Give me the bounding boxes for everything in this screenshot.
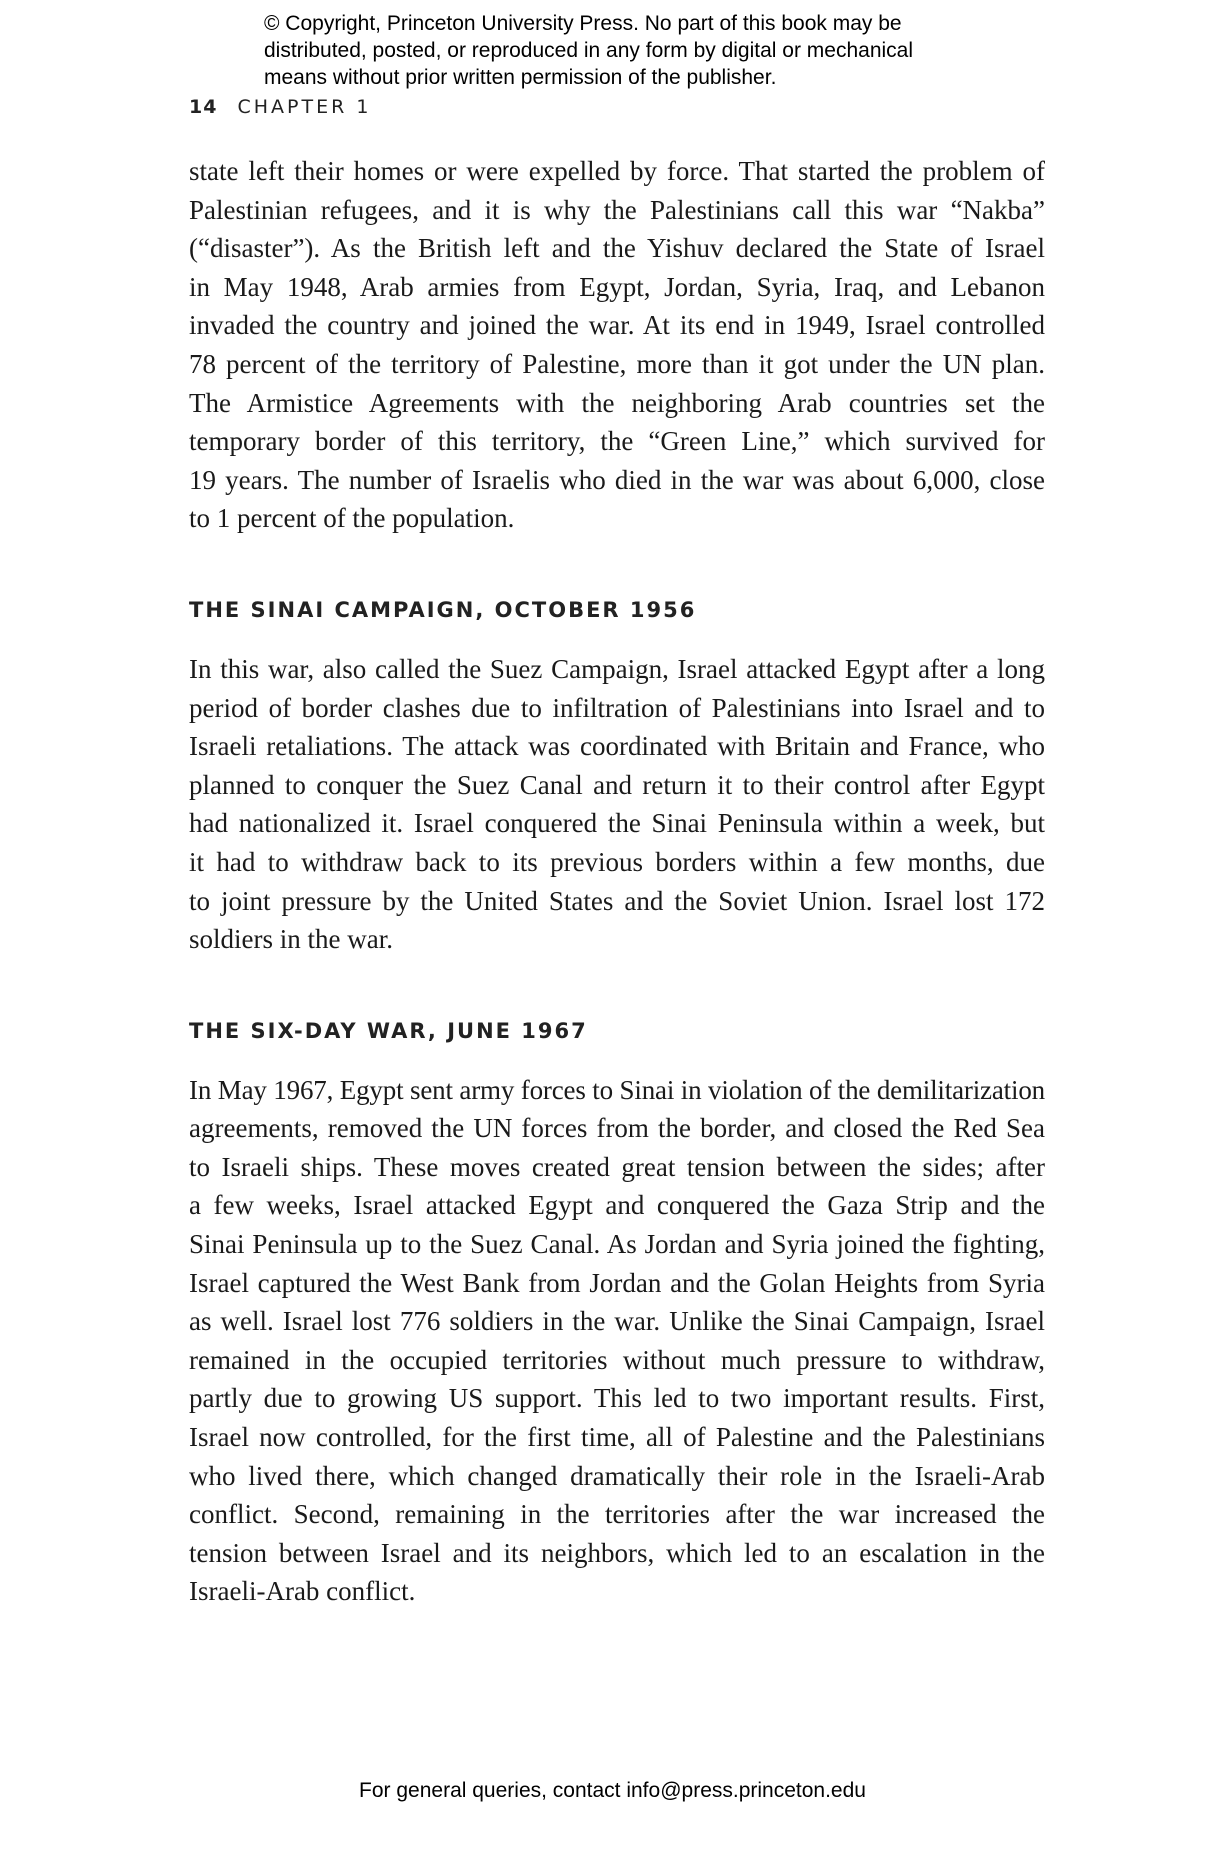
copyright-line: distributed, posted, or reproduced in any form by digital or mechanical xyxy=(264,39,914,62)
paragraph-nakba xyxy=(189,152,1045,538)
copyright-line: © Copyright, Princeton University Press. No part of this book may be xyxy=(264,12,902,35)
text-line: 78 percent of the territory of Palestine, more than it got under the UN plan. xyxy=(189,348,1045,379)
text-line: a few weeks, Israel attacked Egypt and conquered the Gaza Strip and the xyxy=(189,1190,1045,1221)
text-line: had nationalized it. Israel conquered the Sinai Peninsula within a week, but xyxy=(189,808,1045,839)
text-line: remained in the occupied territories without much pressure to withdraw, xyxy=(189,1344,1045,1375)
copyright-notice xyxy=(264,10,1024,91)
section-heading-six-day-war: THE SIX-DAY WAR, JUNE 1967 xyxy=(189,1018,588,1043)
text-line: period of border clashes due to infiltration of Palestinians into Israel and to xyxy=(189,692,1045,723)
text-line: In May 1967, Egypt sent army forces to Sinai in violation of the demilitarization xyxy=(189,1074,1045,1105)
text-line: to joint pressure by the United States and the Soviet Union. Israel lost 172 xyxy=(189,885,1045,916)
text-line: Israeli-Arab conflict. xyxy=(189,1576,416,1607)
text-line: temporary border of this territory, the “Green Line,” which survived for xyxy=(189,426,1045,457)
running-head xyxy=(189,96,371,118)
text-line: planned to conquer the Suez Canal and return it to their control after Egypt xyxy=(189,769,1045,800)
text-line: The Armistice Agreements with the neighboring Arab countries set the xyxy=(189,387,1045,418)
paragraph-sinai-campaign xyxy=(189,650,1045,959)
text-line: invaded the country and joined the war. At its end in 1949, Israel controlled xyxy=(189,310,1045,341)
text-line: to Israeli ships. These moves created great tension between the sides; after xyxy=(189,1151,1045,1182)
copyright-line: means without prior written permission of the publisher. xyxy=(264,66,777,89)
text-line: Israel captured the West Bank from Jordan and the Golan Heights from Syria xyxy=(189,1267,1045,1298)
text-line: 19 years. The number of Israelis who died in the war was about 6,000, close xyxy=(189,464,1045,495)
text-line: Israeli retaliations. The attack was coordinated with Britain and France, who xyxy=(189,731,1045,762)
text-line: who lived there, which changed dramatically their role in the Israeli-Arab xyxy=(189,1460,1045,1491)
text-line: In this war, also called the Suez Campaign, Israel attacked Egypt after a long xyxy=(189,653,1045,684)
text-line: Israel now controlled, for the first time, all of Palestine and the Palestinians xyxy=(189,1422,1045,1453)
text-line: Sinai Peninsula up to the Suez Canal. As Jordan and Syria joined the fighting, xyxy=(189,1229,1045,1260)
text-line: agreements, removed the UN forces from the border, and closed the Red Sea xyxy=(189,1113,1045,1144)
chapter-label: CHAPTER 1 xyxy=(237,96,372,118)
text-line: partly due to growing US support. This led to two important results. First, xyxy=(189,1383,1045,1414)
footer-contact: For general queries, contact info@press.princeton.edu xyxy=(359,1779,866,1802)
text-line: it had to withdraw back to its previous borders within a few months, due xyxy=(189,846,1045,877)
text-line: Palestinian refugees, and it is why the Palestinians call this war “Nakba” xyxy=(189,194,1045,225)
text-line: conflict. Second, remaining in the territories after the war increased the xyxy=(189,1499,1045,1530)
text-line: state left their homes or were expelled by force. That started the problem of xyxy=(189,156,1045,186)
paragraph-six-day-war xyxy=(189,1071,1045,1611)
text-line: in May 1948, Arab armies from Egypt, Jordan, Syria, Iraq, and Lebanon xyxy=(189,271,1045,302)
text-line: as well. Israel lost 776 soldiers in the war. Unlike the Sinai Campaign, Israel xyxy=(189,1306,1045,1337)
section-heading-sinai-campaign: THE SINAI CAMPAIGN, OCTOBER 1956 xyxy=(189,597,697,622)
text-line: soldiers in the war. xyxy=(189,924,393,955)
text-line: (“disaster”). As the British left and the Yishuv declared the State of Israel xyxy=(189,233,1045,264)
text-line: to 1 percent of the population. xyxy=(189,503,515,534)
text-line: tension between Israel and its neighbors, which led to an escalation in the xyxy=(189,1537,1045,1568)
page-number: 14 xyxy=(189,96,218,118)
page-body xyxy=(189,152,1045,1611)
